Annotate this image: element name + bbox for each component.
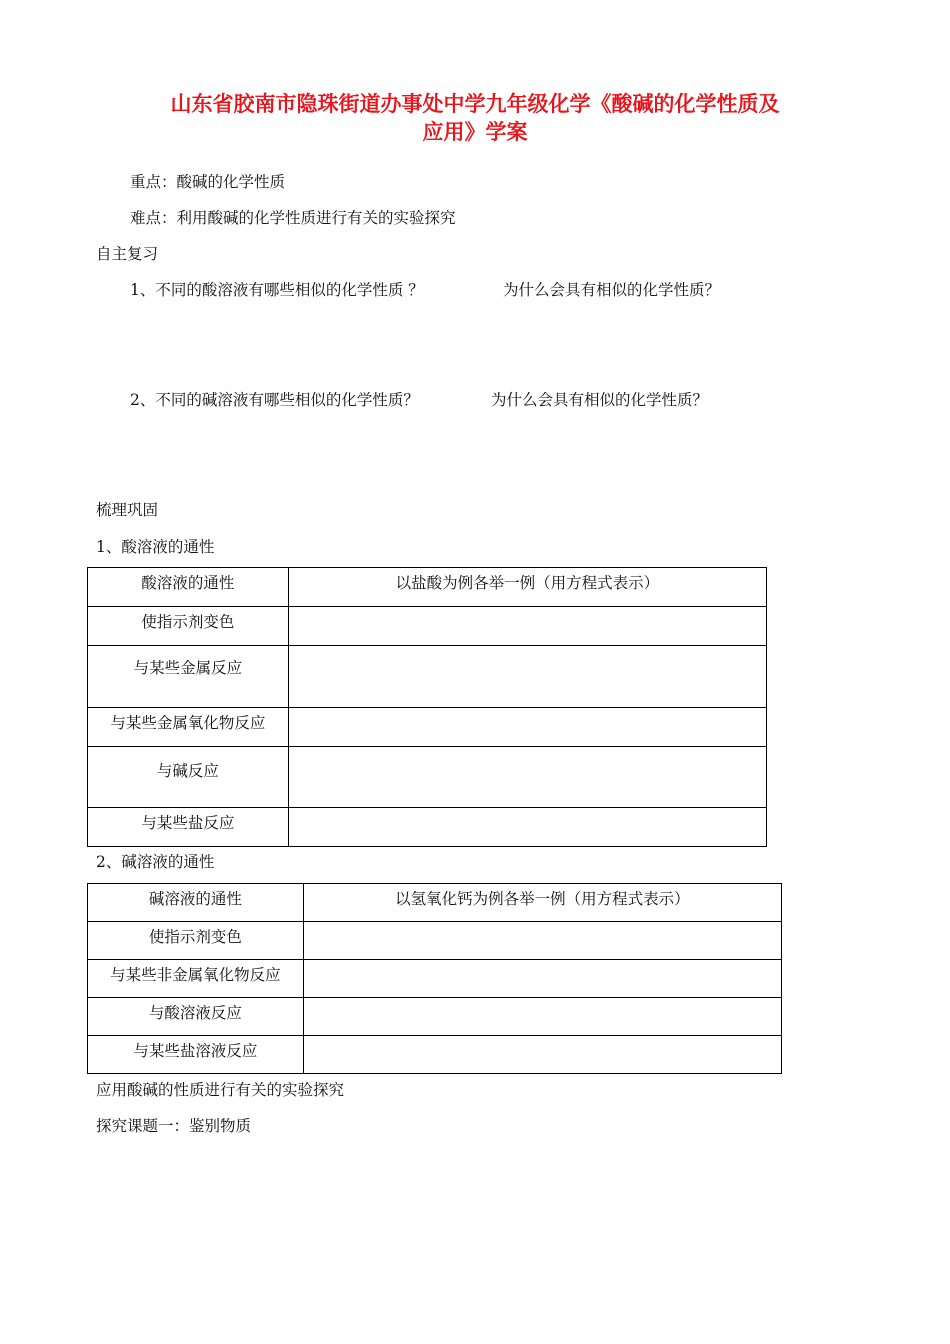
property-cell: 与碱反应 — [88, 747, 289, 808]
topic-one: 探究课题一：鉴别物质 — [96, 1117, 252, 1135]
question-2-right: 为什么会具有相似的化学性质？ — [491, 391, 709, 409]
section-self-review: 自主复习 — [96, 245, 159, 263]
table-row — [88, 998, 782, 1036]
question-1-left: 1、不同的酸溶液有哪些相似的化学性质 ？ — [130, 281, 424, 299]
question-2-left: 2、不同的碱溶液有哪些相似的化学性质？ — [130, 391, 419, 409]
property-cell: 使指示剂变色 — [88, 922, 304, 960]
key-point: 重点：酸碱的化学性质 — [130, 173, 286, 191]
property-cell: 与某些非金属氧化物反应 — [88, 960, 304, 998]
base-properties-table — [87, 883, 782, 1074]
table-row — [88, 808, 767, 847]
answer-cell[interactable] — [303, 1036, 781, 1074]
document-title — [120, 90, 830, 146]
answer-cell[interactable] — [303, 998, 781, 1036]
answer-cell[interactable] — [288, 708, 766, 747]
table-header-row — [88, 884, 782, 922]
property-cell: 与某些金属氧化物反应 — [88, 708, 289, 747]
difficult-point: 难点：利用酸碱的化学性质进行有关的实验探究 — [130, 209, 456, 227]
property-cell: 使指示剂变色 — [88, 607, 289, 646]
property-cell: 与某些盐溶液反应 — [88, 1036, 304, 1074]
answer-cell[interactable] — [288, 607, 766, 646]
answer-cell[interactable] — [303, 960, 781, 998]
table-row — [88, 708, 767, 747]
table-row — [88, 747, 767, 808]
answer-cell[interactable] — [288, 747, 766, 808]
table-header-cell: 以氢氧化钙为例各举一例（用方程式表示） — [303, 884, 781, 922]
answer-cell[interactable] — [303, 922, 781, 960]
table-header-cell: 以盐酸为例各举一例（用方程式表示） — [288, 568, 766, 607]
table-header-cell: 碱溶液的通性 — [88, 884, 304, 922]
property-cell: 与某些金属反应 — [88, 646, 289, 708]
answer-cell[interactable] — [288, 646, 766, 708]
title-line-1: 山东省胶南市隐珠街道办事处中学九年级化学《酸碱的化学性质及 — [170, 92, 780, 116]
question-1-right: 为什么会具有相似的化学性质？ — [503, 281, 721, 299]
table-header-cell: 酸溶液的通性 — [88, 568, 289, 607]
table-row — [88, 1036, 782, 1074]
table-row — [88, 607, 767, 646]
table-header-row — [88, 568, 767, 607]
acid-heading: 1、酸溶液的通性 — [96, 538, 215, 556]
property-cell: 与酸溶液反应 — [88, 998, 304, 1036]
title-line-2: 应用》学案 — [422, 120, 528, 144]
table-row — [88, 646, 767, 708]
base-heading: 2、碱溶液的通性 — [96, 853, 215, 871]
table-row — [88, 960, 782, 998]
section-consolidate: 梳理巩固 — [96, 501, 159, 519]
acid-properties-table — [87, 567, 767, 847]
table-row — [88, 922, 782, 960]
application-heading: 应用酸碱的性质进行有关的实验探究 — [96, 1081, 345, 1099]
answer-cell[interactable] — [288, 808, 766, 847]
property-cell: 与某些盐反应 — [88, 808, 289, 847]
